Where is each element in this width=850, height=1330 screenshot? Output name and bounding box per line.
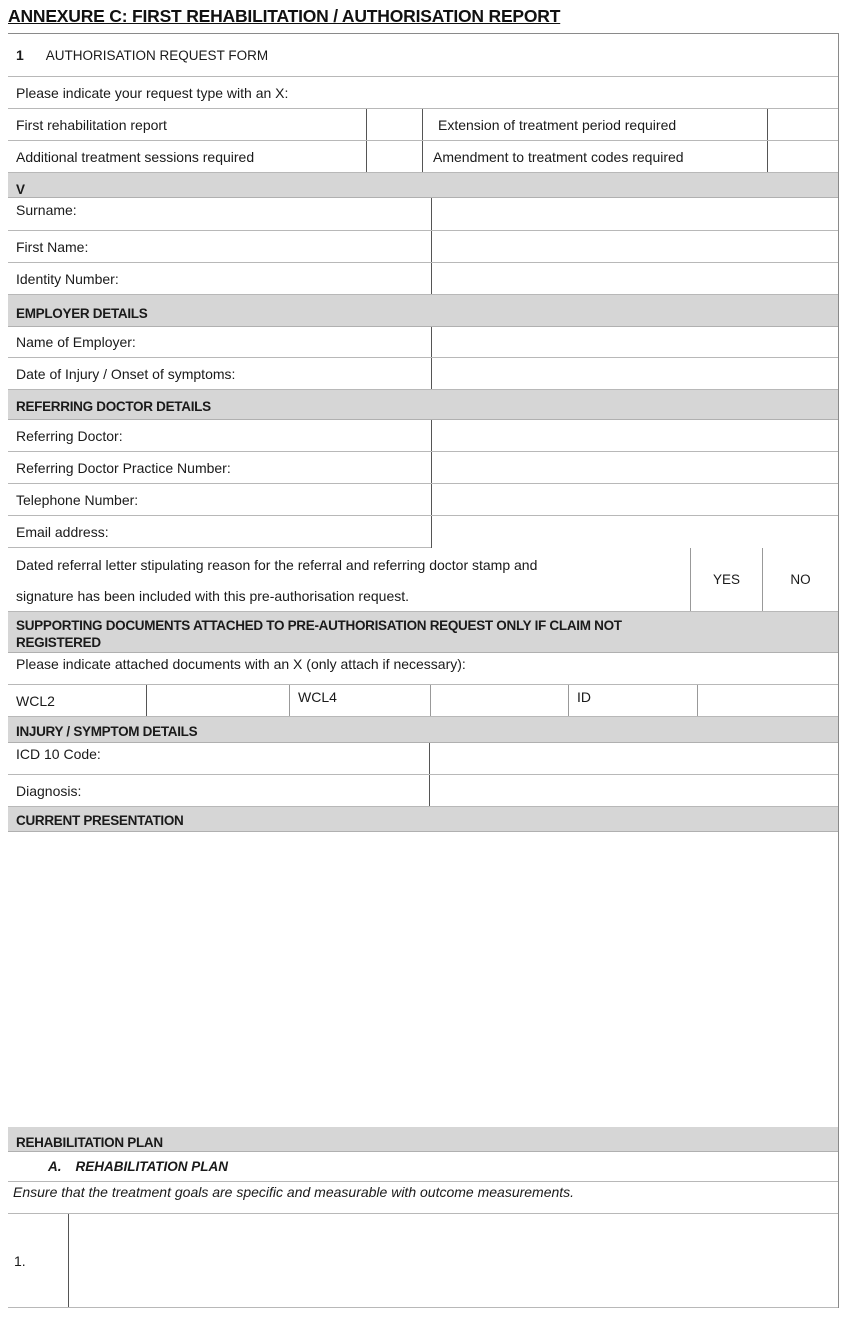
section-header-label: INJURY / SYMPTOM DETAILS [16, 724, 198, 739]
identity-number-input[interactable] [431, 263, 838, 294]
section-header-label: REFERRING DOCTOR DETAILS [16, 399, 211, 414]
form-row-telephone [8, 484, 838, 516]
date-of-injury-input[interactable] [431, 358, 838, 389]
request-type-row [8, 141, 838, 173]
section-header-label: CURRENT PRESENTATION [16, 812, 184, 828]
field-label: Name of Employer: [16, 334, 136, 350]
rehab-plan-instruction: Ensure that the treatment goals are specific and measurable with outcome measurements. [13, 1184, 575, 1200]
form-row-practice-number [8, 452, 838, 484]
amendment-codes-checkbox[interactable] [767, 141, 838, 172]
section-header-label: REHABILITATION PLAN [16, 1134, 163, 1150]
section-1-title-row [8, 33, 838, 77]
referral-no-option[interactable]: NO [762, 548, 838, 611]
referral-letter-text: signature has been included with this pre-authorisation request. [16, 587, 410, 604]
field-label: Identity Number: [16, 270, 119, 287]
form-row-date-of-injury [8, 358, 838, 390]
supporting-docs-row [8, 685, 838, 717]
email-input[interactable] [431, 516, 838, 548]
current-presentation-area [8, 832, 838, 1127]
referral-yes-option[interactable]: YES [690, 548, 762, 611]
goal-number: 1. [14, 1252, 26, 1269]
request-type-instruction: Please indicate your request type with an X: [16, 84, 289, 101]
first-rehab-report-checkbox[interactable] [366, 109, 422, 140]
form-row-employer-name [8, 327, 838, 358]
practice-number-input[interactable] [431, 452, 838, 483]
request-type-label: Additional treatment sessions required [16, 148, 255, 165]
form-row-email [8, 516, 838, 548]
goal-1-input[interactable] [68, 1214, 838, 1307]
supporting-docs-section-header [8, 612, 838, 653]
referring-doctor-input[interactable] [431, 420, 838, 451]
wcl2-checkbox[interactable] [146, 685, 289, 716]
id-checkbox[interactable] [697, 685, 838, 716]
field-label: Referring Doctor: [16, 427, 123, 444]
rehab-plan-subheader-row [8, 1152, 838, 1182]
field-label: Referring Doctor Practice Number: [16, 459, 231, 476]
section-header-label: REGISTERED [16, 635, 101, 650]
request-type-label: First rehabilitation report [16, 116, 167, 133]
extension-treatment-checkbox[interactable] [767, 109, 838, 140]
section-number: 1 [16, 47, 24, 63]
employer-name-input[interactable] [431, 327, 838, 357]
field-label: Diagnosis: [16, 782, 82, 799]
employer-section-header [8, 295, 838, 327]
rehab-plan-instruction-row [8, 1182, 838, 1214]
form-row-referring-doctor [8, 420, 838, 452]
form-row-identity-number [8, 263, 838, 295]
section-header-label: EMPLOYER DETAILS [16, 306, 148, 321]
field-label: Telephone Number: [16, 491, 139, 508]
rehab-plan-subheader: REHABILITATION PLAN [75, 1159, 228, 1174]
referral-letter-text: Dated referral letter stipulating reason for the referral and referring doctor stamp and [16, 557, 538, 574]
current-presentation-textarea[interactable] [8, 832, 838, 1127]
rehab-plan-section-header [8, 1127, 838, 1152]
section-header-label: V [16, 181, 25, 197]
goal-row [8, 1214, 838, 1308]
document-title: ANNEXURE C: FIRST REHABILITATION / AUTHORISATION REPORT [8, 6, 561, 26]
section-title: AUTHORISATION REQUEST FORM [45, 47, 269, 63]
field-label: Email address: [8, 516, 431, 548]
form-row-icd10 [8, 743, 838, 775]
supporting-docs-instruction-row [8, 653, 838, 685]
wcl4-checkbox[interactable] [430, 685, 568, 716]
diagnosis-input[interactable] [429, 775, 838, 806]
icd10-code-input[interactable] [429, 743, 838, 774]
doctor-section-header [8, 390, 838, 420]
request-type-row [8, 109, 838, 141]
field-label: Date of Injury / Onset of symptoms: [16, 365, 236, 382]
document-label: WCL4 [289, 685, 430, 716]
patient-section-header [8, 173, 838, 198]
form-row-diagnosis [8, 775, 838, 807]
document-label: ID [568, 685, 697, 716]
additional-sessions-checkbox[interactable] [366, 141, 422, 172]
form-row-surname [8, 198, 838, 231]
surname-input[interactable] [431, 198, 838, 230]
request-type-label: Amendment to treatment codes required [422, 141, 767, 172]
field-label: First Name: [16, 238, 89, 255]
field-label: ICD 10 Code: [16, 746, 101, 762]
section-header-label: SUPPORTING DOCUMENTS ATTACHED TO PRE-AUTHORISATION REQUEST ONLY IF CLAIM NOT [16, 618, 622, 633]
request-type-label: Extension of treatment period required [422, 109, 767, 140]
referral-letter-row [8, 548, 838, 612]
subheader-letter: A. [48, 1159, 62, 1174]
document-label: WCL2 [16, 692, 55, 709]
telephone-input[interactable] [431, 484, 838, 515]
authorisation-form [8, 33, 839, 1308]
injury-section-header [8, 717, 838, 743]
request-type-instruction-row [8, 77, 838, 109]
form-row-first-name [8, 231, 838, 263]
current-presentation-section-header [8, 807, 838, 832]
first-name-input[interactable] [431, 231, 838, 262]
field-label: Surname: [16, 202, 77, 218]
supporting-docs-instruction: Please indicate attached documents with an X (only attach if necessary): [16, 656, 466, 672]
